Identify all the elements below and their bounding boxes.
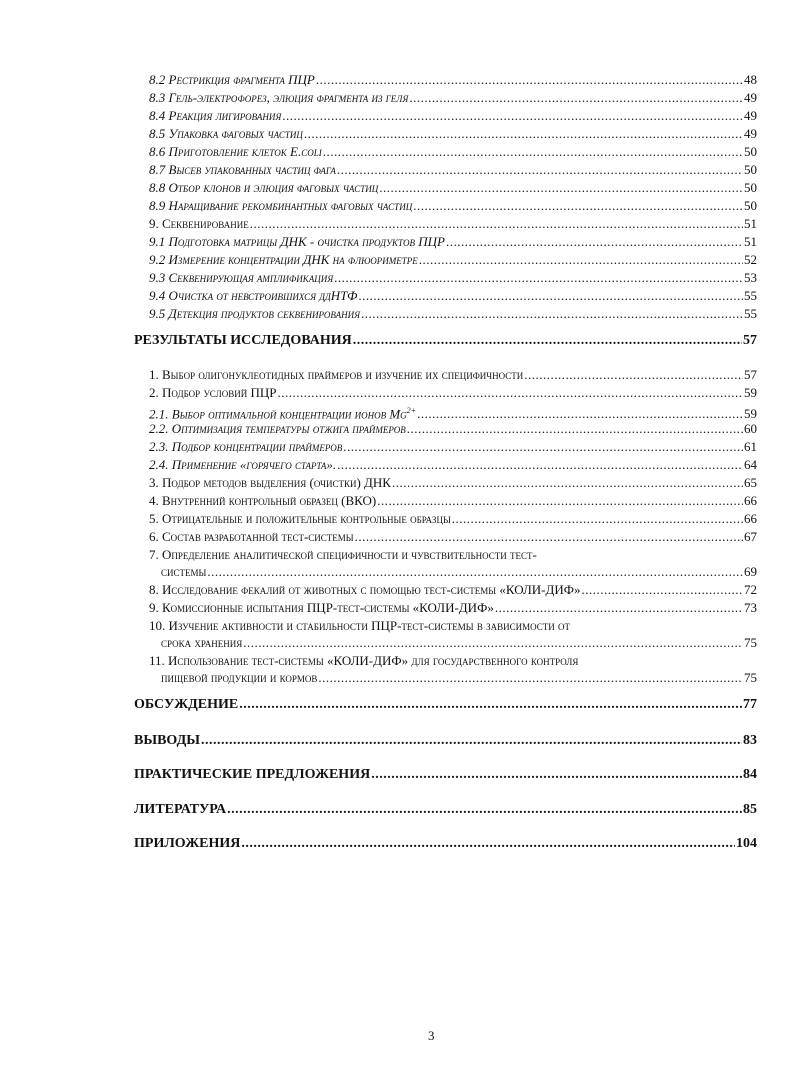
toc-heading-title: ПРИЛОЖЕНИЯ — [134, 836, 241, 851]
toc-entry-title: 8.2 Рестрикция фрагмента ПЦР — [149, 72, 315, 87]
toc-entry — [161, 564, 757, 580]
toc-entry-title: 8.4 Реакция лигирования — [149, 108, 282, 123]
toc-entry-page: 52 — [744, 252, 757, 267]
toc-entry — [149, 288, 757, 304]
toc-entry-title: 8.6 Приготовление клеток E.coli — [149, 144, 322, 159]
toc-heading-page: 83 — [743, 733, 757, 748]
page-number: 3 — [428, 1028, 435, 1043]
toc-heading-page: 57 — [743, 333, 757, 348]
toc-heading-page: 77 — [743, 697, 757, 712]
toc-entry-page: 65 — [744, 475, 757, 490]
toc-heading-title: ПРАКТИЧЕСКИЕ ПРЕДЛОЖЕНИЯ — [134, 767, 371, 782]
toc-entry — [149, 457, 757, 473]
toc-entry-title: 9.3 Секвенирующая амплификация — [149, 270, 334, 285]
toc-entry-page: 60 — [744, 421, 757, 436]
toc-entry-page: 75 — [744, 670, 757, 685]
toc-entry — [149, 600, 757, 616]
toc-entry — [149, 511, 757, 527]
toc-entry-page: 50 — [744, 198, 757, 213]
toc-entry-page: 57 — [744, 367, 757, 382]
toc-heading-page: 84 — [743, 767, 757, 782]
toc-entry-title: 9.1 Подготовка матрицы ДНК - очистка продуктов ПЦР — [149, 234, 445, 249]
toc-entry-title: 1. Выбор олигонуклеотидных праймеров и изучение их специфичности — [149, 367, 524, 382]
toc-entry — [149, 582, 757, 598]
toc-entry-page: 49 — [744, 90, 757, 105]
toc-heading — [134, 766, 757, 784]
toc-entry — [149, 475, 757, 491]
toc-entry-title: 8.3 Гель-электрофорез, элюция фрагмента из геля — [149, 90, 409, 105]
toc-entry-page: 66 — [744, 511, 757, 526]
toc-entry-title: 3. Подбор методов выделения (очистки) ДНК — [149, 475, 391, 490]
toc-entry-title: системы — [161, 564, 207, 579]
toc-entry-page: 69 — [744, 564, 757, 579]
toc-entry-page: 67 — [744, 529, 757, 544]
toc-entry-title: 9. Комиссионные испытания ПЦР-тест-системы «КОЛИ-ДИФ» — [149, 600, 494, 615]
toc-heading — [134, 332, 757, 350]
toc-entry-page: 49 — [744, 126, 757, 141]
toc-entry-title: 8.8 Отбор клонов и элюция фаговых частиц — [149, 180, 379, 195]
toc-heading-title: РЕЗУЛЬТАТЫ ИССЛЕДОВАНИЯ — [134, 333, 352, 348]
toc-entry-page: 55 — [744, 288, 757, 303]
toc-entry-page: 49 — [744, 108, 757, 123]
toc-entry-page: 64 — [744, 457, 757, 472]
toc-heading-title: ЛИТЕРАТУРА — [134, 802, 227, 817]
toc-heading — [134, 732, 757, 750]
toc-entry — [149, 108, 757, 124]
toc-entry-page: 51 — [744, 216, 757, 231]
toc-entry-title: 9.5 Детекция продуктов секвенирования — [149, 306, 360, 321]
toc-entry — [149, 252, 757, 268]
toc-entry-page: 61 — [744, 439, 757, 454]
toc-entry — [161, 635, 757, 651]
toc-entry — [149, 403, 757, 422]
toc-entry-page: 55 — [744, 306, 757, 321]
toc-entry-title: 2.3. Подбор концентрации праймеров — [149, 439, 343, 454]
toc-heading — [134, 696, 757, 714]
toc-heading — [134, 801, 757, 819]
toc-entry-title: 9.2 Измерение концентрации ДНК на флюориметре — [149, 252, 418, 267]
toc-entry-page: 59 — [744, 385, 757, 400]
toc-heading-page: 85 — [743, 802, 757, 817]
toc-entry-title: 9. Секвенирование — [149, 216, 249, 231]
toc-entry-title: срока хранения — [161, 635, 243, 650]
toc-entry-page: 50 — [744, 162, 757, 177]
toc-entry — [149, 529, 757, 545]
toc-entry-page: 59 — [744, 406, 757, 422]
toc-entry-page: 51 — [744, 234, 757, 249]
toc-entry-title: 5. Отрицательные и положительные контрольные образцы — [149, 511, 451, 526]
toc-entry-page: 75 — [744, 635, 757, 650]
toc-entry — [149, 234, 757, 250]
toc-entry-page: 72 — [744, 582, 757, 597]
toc-entry — [149, 90, 757, 106]
toc-entry — [149, 306, 757, 322]
toc-entry-title: 2. Подбор условий ПЦР — [149, 385, 277, 400]
toc-entry-line1: 7. Определение аналитической специфичности и чувствительности тест- — [149, 547, 537, 562]
toc-entry — [161, 670, 757, 686]
toc-entry-line1: 11. Использование тест-системы «КОЛИ-ДИФ» для государственного контроля — [149, 653, 579, 668]
toc-entry-page: 66 — [744, 493, 757, 508]
toc-entry — [149, 493, 757, 509]
toc-entry-title: 8. Исследование фекалий от животных с помощью тест-системы «КОЛИ-ДИФ» — [149, 582, 581, 597]
toc-entry-title: 2.4. Применение «горячего старта». — [149, 457, 337, 472]
toc-entry — [149, 439, 757, 455]
toc-entry-title: 8.5 Упаковка фаговых частиц — [149, 126, 303, 141]
toc-entry — [149, 72, 757, 88]
toc-heading-title: ОБСУЖДЕНИЕ — [134, 697, 239, 712]
toc-entry — [149, 270, 757, 286]
toc-entry-title: 6. Состав разработанной тест-системы — [149, 529, 354, 544]
toc-entry-page: 48 — [744, 72, 757, 87]
toc-entry-page: 73 — [744, 600, 757, 615]
toc-entry-title: пищевой продукции и кормов — [161, 670, 318, 685]
toc-heading-title: ВЫВОДЫ — [134, 733, 200, 748]
toc-entry-title: 2.2. Оптимизация температуры отжига праймеров — [149, 421, 406, 436]
toc-entry — [149, 367, 757, 383]
toc-entry — [149, 144, 757, 160]
toc-entry — [149, 198, 757, 214]
toc-entry — [149, 180, 757, 196]
toc-entry-title: 4. Внутренний контрольный образец (ВКО) — [149, 493, 377, 508]
toc-entry-title: 8.7 Высев упакованных частиц фага — [149, 162, 336, 177]
toc-entry-page: 50 — [744, 180, 757, 195]
toc-entry — [149, 216, 757, 232]
toc-heading-page: 104 — [736, 836, 757, 851]
toc-entry-line1: 10. Изучение активности и стабильности ПЦР-тест-системы в зависимости от — [149, 618, 570, 633]
toc-entry-page: 53 — [744, 270, 757, 285]
toc-entry — [149, 162, 757, 178]
toc-entry — [149, 421, 757, 437]
toc-entry — [149, 385, 757, 401]
toc-entry-page: 50 — [744, 144, 757, 159]
toc-heading — [134, 835, 757, 853]
toc-entry — [149, 126, 757, 142]
toc-entry-title: 9.4 Очистка от невстроившихся ддНТФ — [149, 288, 358, 303]
toc-entry-title: 8.9 Наращивание рекомбинантных фаговых частиц — [149, 198, 413, 213]
toc-entry-title: 2.1. Выбор оптимальной концентрации ионов $Mg^{2+}$ — [149, 406, 417, 422]
